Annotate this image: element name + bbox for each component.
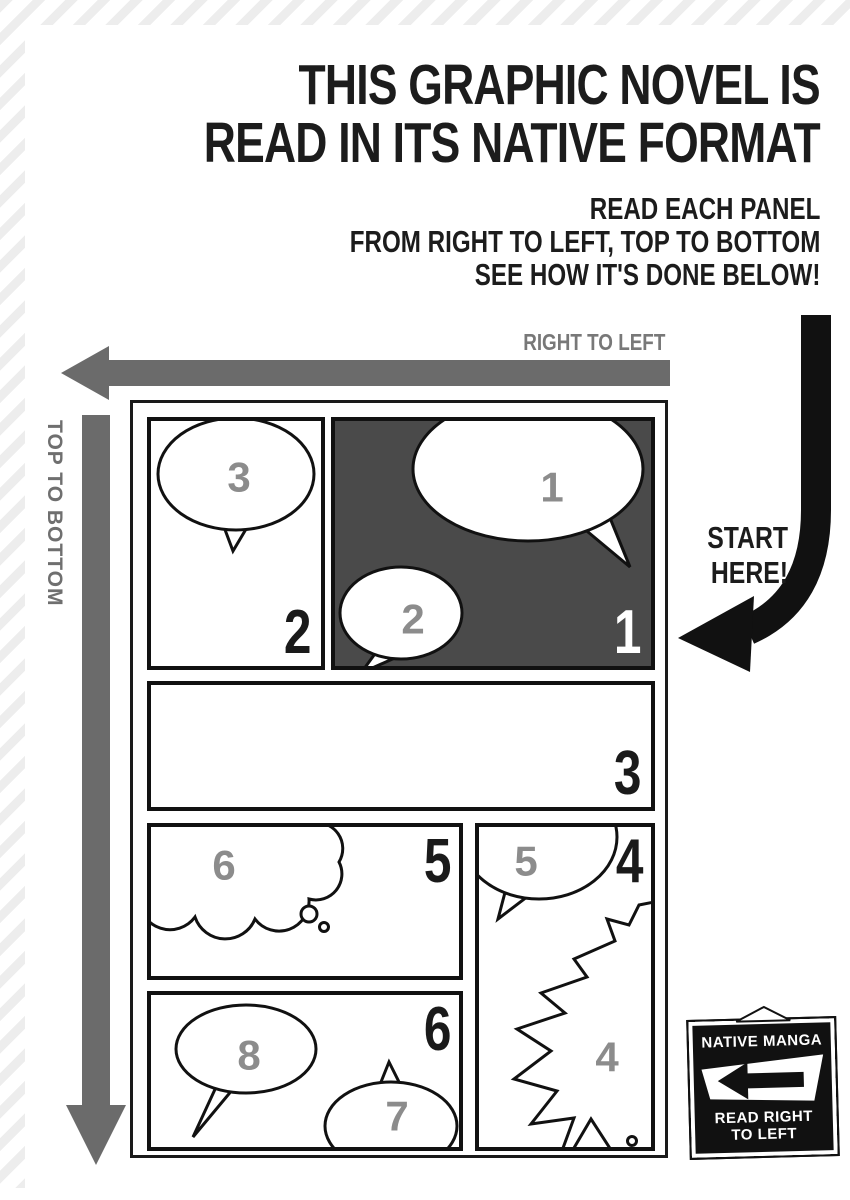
page-title-line1: THIS GRAPHIC NOVEL IS	[298, 53, 821, 117]
bubble-label: 5	[514, 837, 538, 885]
bubble-label: 1	[540, 463, 564, 511]
page-title	[30, 53, 821, 175]
burst-label: 4	[595, 1033, 619, 1081]
speech-bubble-icon	[151, 417, 325, 561]
panel-number: 4	[615, 827, 643, 896]
comic-panel-1	[331, 417, 655, 670]
panel-number: 3	[613, 739, 641, 808]
top-to-bottom-arrow-icon	[62, 415, 132, 1170]
comic-page	[130, 400, 668, 1158]
page-subtitle-line2: FROM RIGHT TO LEFT, TOP TO BOTTOM	[349, 224, 820, 259]
badge-caption	[714, 1107, 813, 1144]
bubble-label: 7	[385, 1092, 409, 1140]
comic-panel-2	[147, 417, 325, 670]
bubble-label: 8	[237, 1031, 261, 1079]
badge-title: NATIVE MANGA	[701, 1031, 823, 1052]
bubble-label: 6	[212, 841, 236, 889]
comic-panel-4	[475, 823, 655, 1151]
native-manga-badge	[686, 1016, 840, 1160]
panel-number: 1	[613, 598, 641, 667]
panel-number: 2	[283, 598, 311, 667]
panel-number: 6	[423, 995, 451, 1064]
comic-panel-6	[147, 991, 463, 1151]
thought-bubble-icon	[147, 823, 347, 942]
page-subtitle-line1: READ EACH PANEL	[589, 191, 820, 226]
badge-caption-line1: READ RIGHT	[714, 1107, 814, 1128]
burst-shape-icon	[479, 887, 655, 1151]
right-to-left-arrow-icon	[55, 344, 670, 402]
badge-page-corner	[730, 1005, 796, 1023]
page-subtitle-line3: SEE HOW IT'S DONE BELOW!	[474, 257, 820, 292]
start-here-arrow-icon	[660, 300, 850, 680]
comic-panel-5	[147, 823, 463, 980]
badge-caption-line2: TO LEFT	[731, 1124, 798, 1144]
top-to-bottom-label: TOP TO BOTTOM	[43, 420, 66, 607]
comic-panel-3	[147, 681, 655, 811]
panel-number: 5	[423, 827, 451, 896]
speech-bubble-icon	[311, 1050, 463, 1151]
read-left-arrow-icon	[699, 1054, 826, 1105]
page-subtitle	[217, 192, 820, 291]
start-here-label	[707, 520, 788, 590]
start-here-line2: HERE!	[710, 555, 788, 590]
bubble-label: 3	[227, 453, 251, 501]
speech-bubble-icon	[335, 561, 475, 670]
speech-bubble-icon	[410, 417, 650, 574]
speech-bubble-icon	[171, 1003, 331, 1148]
page-title-line2: READ IN ITS NATIVE FORMAT	[203, 111, 820, 175]
start-here-line1: START	[707, 520, 788, 555]
striped-border-left	[0, 0, 25, 1188]
bubble-label: 2	[401, 595, 425, 643]
right-to-left-label: RIGHT TO LEFT	[522, 329, 665, 355]
striped-border-top	[0, 0, 850, 25]
